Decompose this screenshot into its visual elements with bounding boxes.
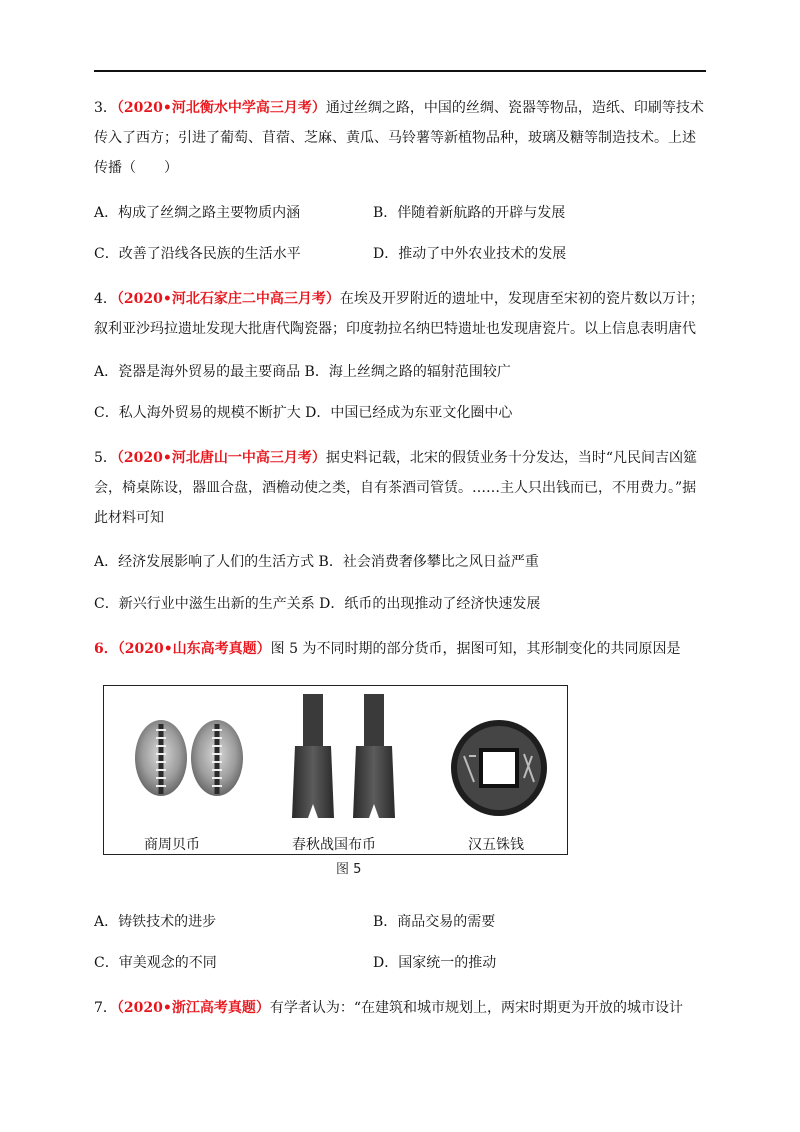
option-cd[interactable]: C．私人海外贸易的规模不断扩大 D．中国已经成为东亚文化圈中心 <box>94 405 513 421</box>
figure-5 <box>103 685 568 855</box>
question-source-tag: （2020•山东高考真题） <box>117 641 271 657</box>
question-stem: 图 5 为不同时期的部分货币，据图可知，其形制变化的共同原因是 <box>270 641 681 657</box>
figure-title: 图 5 <box>336 862 362 877</box>
question-stem: 有学者认为：“在建筑和城市规划上，两宋时期更为开放的城市设计 <box>269 1000 683 1016</box>
option-c[interactable]: C．改善了沿线各民族的生活水平 <box>94 246 301 262</box>
question-7 <box>94 993 709 1023</box>
question-number: 5． <box>94 450 117 466</box>
option-c[interactable]: C．审美观念的不同 <box>94 955 217 971</box>
question-number: 4． <box>94 291 117 307</box>
currency-illustrations <box>104 686 566 853</box>
question-source-tag: （2020•河北衡水中学高三月考） <box>116 100 326 116</box>
option-a[interactable]: A．铸铁技术的进步 <box>94 914 217 930</box>
question-stem: 据史料记载，北宋的假赁业务十分发达，当时“凡民间吉凶筵会，椅桌陈设，器皿合盘，酒檐动使之类，自有茶酒司管赁。……主人只出钱而已，不用费力。”据此材料可知 <box>94 450 697 526</box>
spade-coin-icon <box>292 694 395 818</box>
option-d[interactable]: D．推动了中外农业技术的发展 <box>373 246 567 262</box>
question-stem: 通过丝绸之路，中国的丝绸、瓷器等物品，造纸、印刷等技术传入了西方；引进了葡萄、苜蓿、芝麻、黄瓜、马铃薯等新植物品种，玻璃及糖等制造技术。上述传播（ ） <box>94 100 704 176</box>
caption-round-coin: 汉五铢钱 <box>468 837 524 853</box>
caption-shell-currency: 商周贝币 <box>144 837 200 853</box>
question-6 <box>94 634 709 664</box>
question-number: 3． <box>94 100 117 116</box>
question-number: 7． <box>94 1000 117 1016</box>
option-a[interactable]: A．构成了丝绸之路主要物质内涵 <box>94 205 301 221</box>
header-rule <box>94 70 706 72</box>
option-b[interactable]: B．商品交易的需要 <box>373 914 496 930</box>
question-source-tag: （2020•浙江高考真题） <box>116 1000 270 1016</box>
question-stem: 在埃及开罗附近的遗址中，发现唐至宋初的瓷片数以万计；叙利亚沙玛拉遗址发现大批唐代陶瓷器；印度勃拉名纳巴特遗址也发现唐瓷片。以上信息表明唐代 <box>94 291 704 337</box>
option-d[interactable]: D．国家统一的推动 <box>373 955 497 971</box>
question-source-tag: （2020•河北唐山一中高三月考） <box>116 450 326 466</box>
option-b[interactable]: B．伴随着新航路的开辟与发展 <box>373 205 566 221</box>
question-source-tag: （2020•河北石家庄二中高三月考） <box>116 291 340 307</box>
question-5 <box>94 443 709 533</box>
option-ab[interactable]: A．瓷器是海外贸易的最主要商品 B．海上丝绸之路的辐射范围较广 <box>94 364 511 380</box>
round-coin-icon <box>451 720 547 816</box>
question-number: 6． <box>94 641 118 657</box>
option-cd[interactable]: C．新兴行业中滋生出新的生产关系 D．纸币的出现推动了经济快速发展 <box>94 596 541 612</box>
question-3 <box>94 93 709 183</box>
caption-spade-currency: 春秋战国布币 <box>292 837 376 853</box>
question-4 <box>94 284 709 344</box>
cowrie-shell-icon <box>135 720 243 796</box>
option-ab[interactable]: A．经济发展影响了人们的生活方式 B．社会消费奢侈攀比之风日益严重 <box>94 554 539 570</box>
